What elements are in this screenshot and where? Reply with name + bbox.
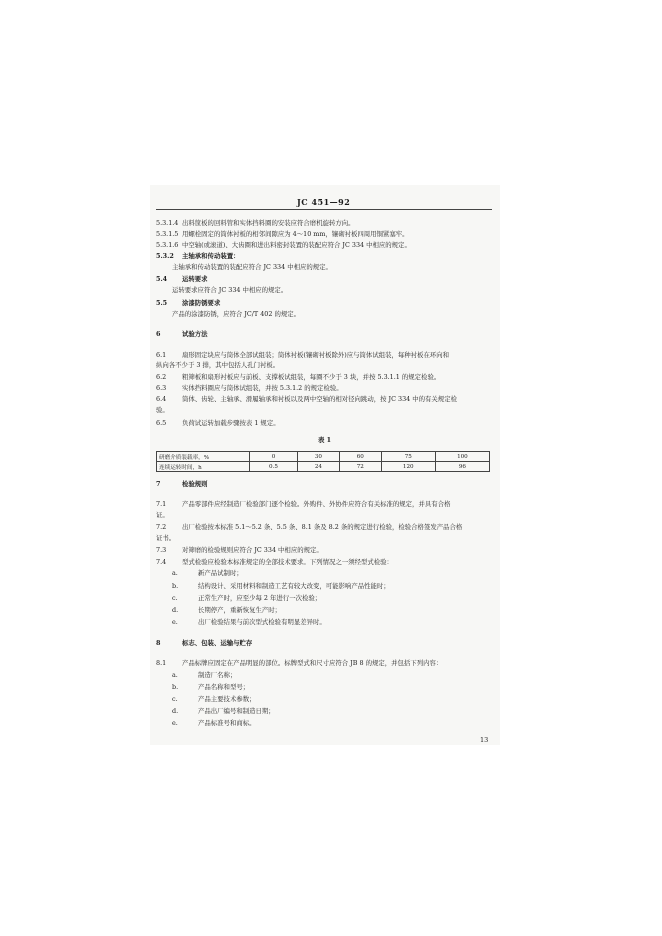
header-rule — [156, 209, 492, 210]
line-text: 对筛磨的检验规则应符合 JC 334 中相应的规定。 — [182, 546, 323, 554]
line-number: 7.2 — [156, 523, 167, 531]
line-text: 试验方法 — [182, 330, 208, 338]
numbered-line — [156, 230, 409, 238]
numbered-line — [156, 384, 343, 392]
text-line — [172, 263, 332, 271]
numbered-line — [172, 618, 326, 626]
numbered-line — [156, 558, 393, 566]
line-text: 出厂检验结果与前次型式检验有明显差异时。 — [198, 618, 326, 626]
numbered-line — [156, 330, 208, 338]
line-text: 产品的涂漆防锈，应符合 JC/T 402 的规定。 — [172, 310, 301, 318]
line-text: 纵向各不少于 3 排，其中包括人孔门衬板。 — [156, 361, 280, 369]
numbered-line — [156, 480, 208, 488]
line-number: 8 — [156, 639, 161, 647]
line-number: d. — [172, 707, 179, 715]
line-number: 5.5 — [156, 299, 168, 307]
line-text: 出料筐板的回料管和实体挡料圈的安装应符合磨机旋转方向。 — [182, 219, 355, 227]
line-text: 产品出厂编号和制造日期； — [198, 707, 275, 715]
text-line — [156, 534, 175, 542]
table-cell: 30 — [298, 452, 340, 462]
line-text: 产品主要技术参数； — [198, 695, 256, 703]
numbered-line — [172, 594, 321, 602]
numbered-line — [156, 523, 462, 531]
numbered-line — [156, 219, 355, 227]
numbered-line — [156, 252, 240, 260]
table-cell: 100 — [435, 452, 489, 462]
numbered-line — [172, 707, 275, 715]
line-number: 5.3.1.5 — [156, 230, 179, 238]
text-line — [156, 406, 169, 414]
numbered-line — [156, 351, 449, 359]
line-text: 运转要求应符合 JC 334 中相应的规定。 — [172, 286, 288, 294]
line-text: 筒体、齿轮、主轴承、滑履轴承和衬板以及两中空轴的相对径向跳动，按 JC 334 中的有关规定检 — [182, 395, 457, 403]
numbered-line — [156, 241, 411, 249]
line-text: 新产品试制时； — [198, 569, 243, 577]
numbered-line — [172, 695, 256, 703]
table-cell: 72 — [339, 462, 381, 472]
line-number: c. — [172, 594, 178, 602]
line-number: b. — [172, 582, 179, 590]
line-number: 5.3.2 — [156, 252, 174, 260]
line-number: 7.1 — [156, 500, 167, 508]
line-text: 主轴承和传动装置的装配应符合 JC 334 中相应的规定。 — [172, 263, 332, 271]
numbered-line — [172, 683, 249, 691]
page-header: JC 451—92 — [297, 197, 351, 207]
numbered-line — [172, 671, 236, 679]
line-text: 证。 — [156, 511, 169, 519]
line-number: b. — [172, 683, 179, 691]
line-text: 产品标牌应固定在产品明显的部位。标牌型式和尺寸应符合 JB 8 的规定，并包括下列内容： — [182, 659, 443, 667]
numbered-line — [156, 500, 450, 508]
line-text: 证书。 — [156, 534, 176, 542]
table-cell: 96 — [435, 462, 489, 472]
line-text: 扇形固定块应与筒体全部试组装；筒体衬板(镶砌衬板除外)应与筒体试组装，每种衬板在环向和 — [182, 351, 450, 359]
line-number: c. — [172, 695, 178, 703]
numbered-line — [156, 395, 457, 403]
line-number: 6.3 — [156, 384, 167, 392]
line-number: 8.1 — [156, 659, 167, 667]
line-text: 正常生产时，应至少每 2 年进行一次检验； — [198, 594, 322, 602]
line-number: 6.2 — [156, 373, 167, 381]
line-number: d. — [172, 606, 179, 614]
table-cell: 75 — [381, 452, 435, 462]
table-cell: 研磨介质装载率，% — [157, 452, 250, 462]
load-table — [156, 451, 490, 472]
line-number: 6.4 — [156, 395, 167, 403]
line-number: a. — [172, 671, 178, 679]
line-number: 5.4 — [156, 275, 168, 283]
table-cell: 0 — [250, 452, 298, 462]
line-text: 涂漆防锈要求 — [182, 299, 221, 307]
line-text: 主轴承和传动装置： — [182, 252, 240, 260]
text-line — [156, 361, 279, 369]
line-number: 7 — [156, 480, 161, 488]
numbered-line — [156, 639, 252, 647]
line-text: 制造厂名称； — [198, 671, 237, 679]
line-text: 产品名称和型号； — [198, 683, 250, 691]
line-text: 出厂检验按本标准 5.1～5.2 条、5.5 条、8.1 条及 8.2 条的规定进行检验，检验合格签发产品合格 — [182, 523, 463, 531]
line-text: 产品标准号和商标。 — [198, 719, 256, 727]
line-text: 负荷试运转加载步骤按表 1 规定。 — [182, 419, 280, 427]
page-number: 13 — [480, 736, 489, 744]
line-number: 6.1 — [156, 351, 167, 359]
line-text: 用螺栓固定的筒体衬板的相邻间隙应为 4～10 mm，镶砌衬板四周用铜紧塞牢。 — [182, 230, 409, 238]
line-number: 6 — [156, 330, 161, 338]
line-number: 5.3.1.4 — [156, 219, 179, 227]
line-text: 表 1 — [318, 436, 332, 444]
text-line — [318, 436, 331, 444]
line-text: 粗筛板和扇形衬板应与前板、支撑板试组装，每圈不少于 3 块，并按 5.3.1.1 的规定检验。 — [182, 373, 441, 381]
text-line — [172, 286, 287, 294]
numbered-line — [172, 582, 390, 590]
table-cell: 60 — [339, 452, 381, 462]
text-line — [172, 310, 300, 318]
numbered-line — [172, 606, 281, 614]
line-number: a. — [172, 569, 178, 577]
numbered-line — [156, 419, 280, 427]
numbered-line — [172, 569, 243, 577]
line-text: 运转要求 — [182, 275, 208, 283]
line-text: 标志、包装、运输与贮存 — [182, 639, 253, 647]
table-row — [157, 462, 490, 472]
table-row — [157, 452, 490, 462]
line-text: 结构设计、采用材料和制造工艺有较大改变，可能影响产品性能时； — [198, 582, 390, 590]
line-text: 型式检验应检验本标准规定的全部技术要求。下列情况之一须经型式检验： — [182, 558, 393, 566]
line-text: 验。 — [156, 406, 169, 414]
text-line — [156, 511, 169, 519]
table-cell: 0.5 — [250, 462, 298, 472]
numbered-line — [156, 546, 323, 554]
line-number: e. — [172, 719, 178, 727]
table-cell: 24 — [298, 462, 340, 472]
numbered-line — [156, 299, 220, 307]
line-text: 实体挡料圈应与筒体试组装，并按 5.3.1.2 的规定检验。 — [182, 384, 343, 392]
table-cell: 120 — [381, 462, 435, 472]
numbered-line — [156, 659, 442, 667]
table-cell: 连续运转时间，h — [157, 462, 250, 472]
line-text: 长期停产，重新恢复生产时； — [198, 606, 282, 614]
line-text: 中空轴(或滚道)、大齿圈和进出料密封装置的装配应符合 JC 334 中相应的规定。 — [182, 241, 411, 249]
line-number: 5.3.1.6 — [156, 241, 179, 249]
line-number: e. — [172, 618, 178, 626]
line-text: 检验规则 — [182, 480, 208, 488]
line-text: 产品零部件应经制造厂检验部门逐个检验。外购件、外协件应符合有关标准的规定，并具有合格 — [182, 500, 451, 508]
numbered-line — [172, 719, 256, 727]
numbered-line — [156, 275, 208, 283]
line-number: 7.3 — [156, 546, 167, 554]
line-number: 6.5 — [156, 419, 167, 427]
line-number: 7.4 — [156, 558, 167, 566]
numbered-line — [156, 373, 440, 381]
